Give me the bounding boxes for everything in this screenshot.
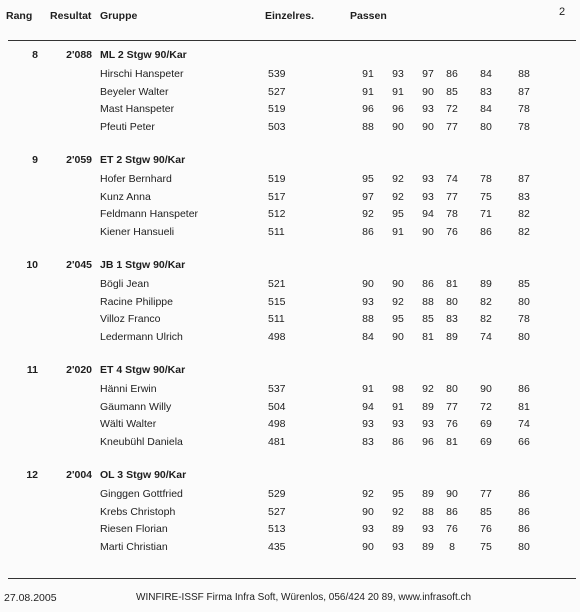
- passe-score: 86: [518, 383, 530, 395]
- passe-score: 92: [362, 208, 374, 220]
- member-name: Hirschi Hanspeter: [100, 68, 184, 80]
- member-name: Hofer Bernhard: [100, 173, 172, 185]
- passe-score: 96: [422, 435, 434, 448]
- passe-score: 89: [446, 330, 458, 343]
- member-total: 517: [268, 190, 286, 203]
- passe-score: 92: [362, 488, 374, 500]
- member-total: 511: [268, 313, 285, 325]
- team-result: 2'045: [66, 259, 92, 271]
- passe-score: 80: [518, 330, 530, 343]
- member-name: Kneubühl Daniela: [100, 435, 183, 448]
- passe-score: 91: [362, 85, 374, 98]
- passe-score: 92: [422, 383, 434, 395]
- passe-score: 91: [392, 400, 404, 413]
- passe-score: 93: [392, 540, 404, 553]
- passe-score: 89: [422, 488, 434, 500]
- passe-score: 90: [362, 505, 374, 518]
- passe-score: 88: [422, 505, 434, 518]
- passe-score: 80: [518, 295, 530, 308]
- team-result: 2'059: [66, 154, 92, 166]
- passe-score: 83: [446, 313, 458, 325]
- passe-score: 86: [362, 225, 374, 238]
- passe-score: 74: [480, 330, 492, 343]
- passe-score: 83: [518, 190, 530, 203]
- member-total: 511: [268, 225, 285, 238]
- team-name: ET 4 Stgw 90/Kar: [100, 364, 186, 376]
- team-rank: 11: [26, 364, 38, 376]
- member-total: 539: [268, 68, 286, 80]
- passe-score: 93: [422, 103, 434, 115]
- passe-score: 75: [480, 540, 492, 553]
- member-name: Ginggen Gottfried: [100, 488, 183, 500]
- member-total: 481: [268, 435, 286, 448]
- passe-score: 81: [422, 330, 434, 343]
- member-total: 537: [268, 383, 286, 395]
- passe-score: 92: [392, 505, 404, 518]
- passe-score: 78: [518, 313, 530, 325]
- passe-score: 66: [518, 435, 530, 448]
- passe-score: 88: [422, 295, 434, 308]
- team-name: JB 1 Stgw 90/Kar: [100, 259, 186, 271]
- team-result: 2'088: [66, 49, 92, 61]
- team-group: [0, 469, 580, 569]
- passe-score: 71: [480, 208, 492, 220]
- member-name: Riesen Florian: [100, 523, 168, 535]
- team-group: [0, 259, 580, 359]
- passe-score: 93: [422, 173, 434, 185]
- member-name: Wälti Walter: [100, 418, 157, 430]
- footer-info: WINFIRE-ISSF Firma Infra Soft, Würenlos, 056/424 20 89, www.infrasoft.ch: [136, 592, 472, 603]
- member-total: 513: [268, 523, 286, 535]
- header-rang: Rang: [6, 10, 33, 22]
- footer-divider: [8, 578, 576, 579]
- passe-score: 89: [422, 540, 434, 553]
- member-name: Marti Christian: [100, 540, 168, 553]
- passe-score: 81: [446, 278, 458, 290]
- passe-score: 83: [362, 435, 374, 448]
- team-result: 2'020: [66, 364, 92, 376]
- member-total: 435: [268, 540, 286, 553]
- passe-score: 90: [392, 330, 404, 343]
- passe-score: 87: [518, 85, 530, 98]
- footer-date: 27.08.2005: [4, 592, 57, 604]
- team-rank: 8: [32, 49, 38, 61]
- member-total: 529: [268, 488, 286, 500]
- passe-score: 77: [446, 400, 458, 413]
- passe-score: 89: [422, 400, 434, 413]
- passe-score: 69: [480, 418, 492, 430]
- member-name: Krebs Christoph: [100, 505, 176, 518]
- passe-score: 92: [392, 295, 404, 308]
- passe-score: 78: [518, 103, 530, 115]
- passe-score: 89: [392, 523, 404, 535]
- passe-score: 93: [362, 295, 374, 308]
- passe-score: 90: [422, 225, 434, 238]
- member-name: Kunz Anna: [100, 190, 151, 203]
- header-passen: Passen: [350, 10, 387, 22]
- passe-score: 90: [422, 120, 434, 133]
- member-total: 519: [268, 103, 286, 115]
- team-result: 2'004: [66, 469, 92, 481]
- passe-score: 93: [422, 418, 434, 430]
- passe-score: 78: [518, 120, 530, 133]
- member-name: Bögli Jean: [100, 278, 150, 290]
- passe-score: 95: [392, 488, 404, 500]
- passe-score: 72: [480, 400, 492, 413]
- passe-score: 97: [422, 68, 434, 80]
- passe-score: 77: [480, 488, 492, 500]
- member-name: Pfeuti Peter: [100, 120, 155, 133]
- member-name: Ledermann Ulrich: [100, 330, 183, 343]
- member-total: 503: [268, 120, 286, 133]
- passe-score: 92: [392, 173, 404, 185]
- passe-score: 82: [480, 313, 492, 325]
- passe-score: 90: [392, 120, 404, 133]
- passe-score: 98: [392, 383, 404, 395]
- member-total: 527: [268, 85, 286, 98]
- passe-score: 82: [480, 295, 492, 308]
- passe-score: 89: [480, 278, 492, 290]
- member-total: 504: [268, 400, 286, 413]
- member-total: 498: [268, 330, 286, 343]
- header-resultat: Resultat: [50, 10, 92, 22]
- passe-score: 85: [518, 278, 530, 290]
- page-number: 2: [559, 6, 566, 18]
- passe-score: 94: [362, 400, 374, 413]
- member-name: Hänni Erwin: [100, 383, 157, 395]
- passe-score: 95: [392, 208, 404, 220]
- member-total: 521: [268, 278, 286, 290]
- passe-score: 88: [518, 68, 530, 80]
- member-name: Gäumann Willy: [100, 400, 172, 413]
- passe-score: 93: [392, 418, 404, 430]
- passe-score: 93: [362, 523, 374, 535]
- member-total: 515: [268, 295, 286, 308]
- team-rank: 9: [32, 154, 38, 166]
- member-name: Beyeler Walter: [100, 85, 169, 98]
- passe-score: 93: [422, 190, 434, 203]
- passe-score: 88: [362, 313, 374, 325]
- passe-score: 84: [480, 103, 492, 115]
- passe-score: 82: [518, 225, 530, 238]
- passe-score: 90: [480, 383, 492, 395]
- passe-score: 86: [422, 278, 434, 290]
- passe-score: 90: [446, 488, 458, 500]
- passe-score: 81: [518, 400, 530, 413]
- passe-score: 86: [446, 68, 458, 80]
- passe-score: 96: [392, 103, 404, 115]
- passe-score: 91: [392, 85, 404, 98]
- passe-score: 87: [518, 173, 530, 185]
- passe-score: 86: [392, 435, 404, 448]
- passe-score: 78: [480, 173, 492, 185]
- member-name: Feldmann Hanspeter: [100, 208, 199, 220]
- passe-score: 81: [446, 435, 458, 448]
- passe-score: 93: [362, 418, 374, 430]
- passe-score: 84: [362, 330, 374, 343]
- team-name: ET 2 Stgw 90/Kar: [100, 154, 186, 166]
- passe-score: 82: [518, 208, 530, 220]
- passe-score: 76: [480, 523, 492, 535]
- passe-score: 72: [446, 103, 458, 115]
- team-group: [0, 154, 580, 254]
- passe-score: 80: [446, 295, 458, 308]
- member-name: Racine Philippe: [100, 295, 173, 308]
- passe-score: 76: [446, 523, 458, 535]
- passe-score: 69: [480, 435, 492, 448]
- member-total: 527: [268, 505, 286, 518]
- member-name: Villoz Franco: [100, 313, 161, 325]
- passe-score: 90: [392, 278, 404, 290]
- passe-score: 90: [362, 540, 374, 553]
- passe-score: 86: [518, 523, 530, 535]
- passe-score: 74: [446, 173, 458, 185]
- member-total: 512: [268, 208, 286, 220]
- passe-score: 85: [422, 313, 434, 325]
- header-einzelres: Einzelres.: [265, 10, 315, 22]
- passe-score: 80: [518, 540, 530, 553]
- passe-score: 96: [362, 103, 374, 115]
- passe-score: 93: [422, 523, 434, 535]
- passe-score: 80: [480, 120, 492, 133]
- passe-score: 76: [446, 418, 458, 430]
- header-gruppe: Gruppe: [100, 10, 138, 22]
- header-divider: [8, 40, 576, 41]
- passe-score: 91: [362, 68, 374, 80]
- passe-score: 85: [446, 85, 458, 98]
- team-rank: 10: [26, 259, 38, 271]
- passe-score: 78: [446, 208, 458, 220]
- passe-score: 93: [392, 68, 404, 80]
- passe-score: 92: [392, 190, 404, 203]
- team-group: [0, 364, 580, 464]
- passe-score: 86: [518, 488, 530, 500]
- passe-score: 77: [446, 120, 458, 133]
- passe-score: 94: [422, 208, 434, 220]
- passe-score: 74: [518, 418, 530, 430]
- team-name: OL 3 Stgw 90/Kar: [100, 469, 187, 481]
- passe-score: 80: [446, 383, 458, 395]
- passe-score: 97: [362, 190, 374, 203]
- passe-score: 77: [446, 190, 458, 203]
- passe-score: 8: [449, 540, 455, 553]
- passe-score: 83: [480, 85, 492, 98]
- member-total: 498: [268, 418, 286, 430]
- passe-score: 95: [362, 173, 374, 185]
- passe-score: 76: [446, 225, 458, 238]
- team-group: [0, 49, 580, 149]
- passe-score: 86: [518, 505, 530, 518]
- passe-score: 86: [446, 505, 458, 518]
- passe-score: 88: [362, 120, 374, 133]
- passe-score: 85: [480, 505, 492, 518]
- passe-score: 90: [422, 85, 434, 98]
- member-name: Mast Hanspeter: [100, 103, 175, 115]
- member-total: 519: [268, 173, 286, 185]
- passe-score: 91: [392, 225, 404, 238]
- passe-score: 95: [392, 313, 404, 325]
- team-name: ML 2 Stgw 90/Kar: [100, 49, 187, 61]
- passe-score: 75: [480, 190, 492, 203]
- passe-score: 91: [362, 383, 374, 395]
- passe-score: 84: [480, 68, 492, 80]
- team-rank: 12: [26, 469, 38, 481]
- passe-score: 90: [362, 278, 374, 290]
- member-name: Kiener Hansueli: [100, 225, 175, 238]
- passe-score: 86: [480, 225, 492, 238]
